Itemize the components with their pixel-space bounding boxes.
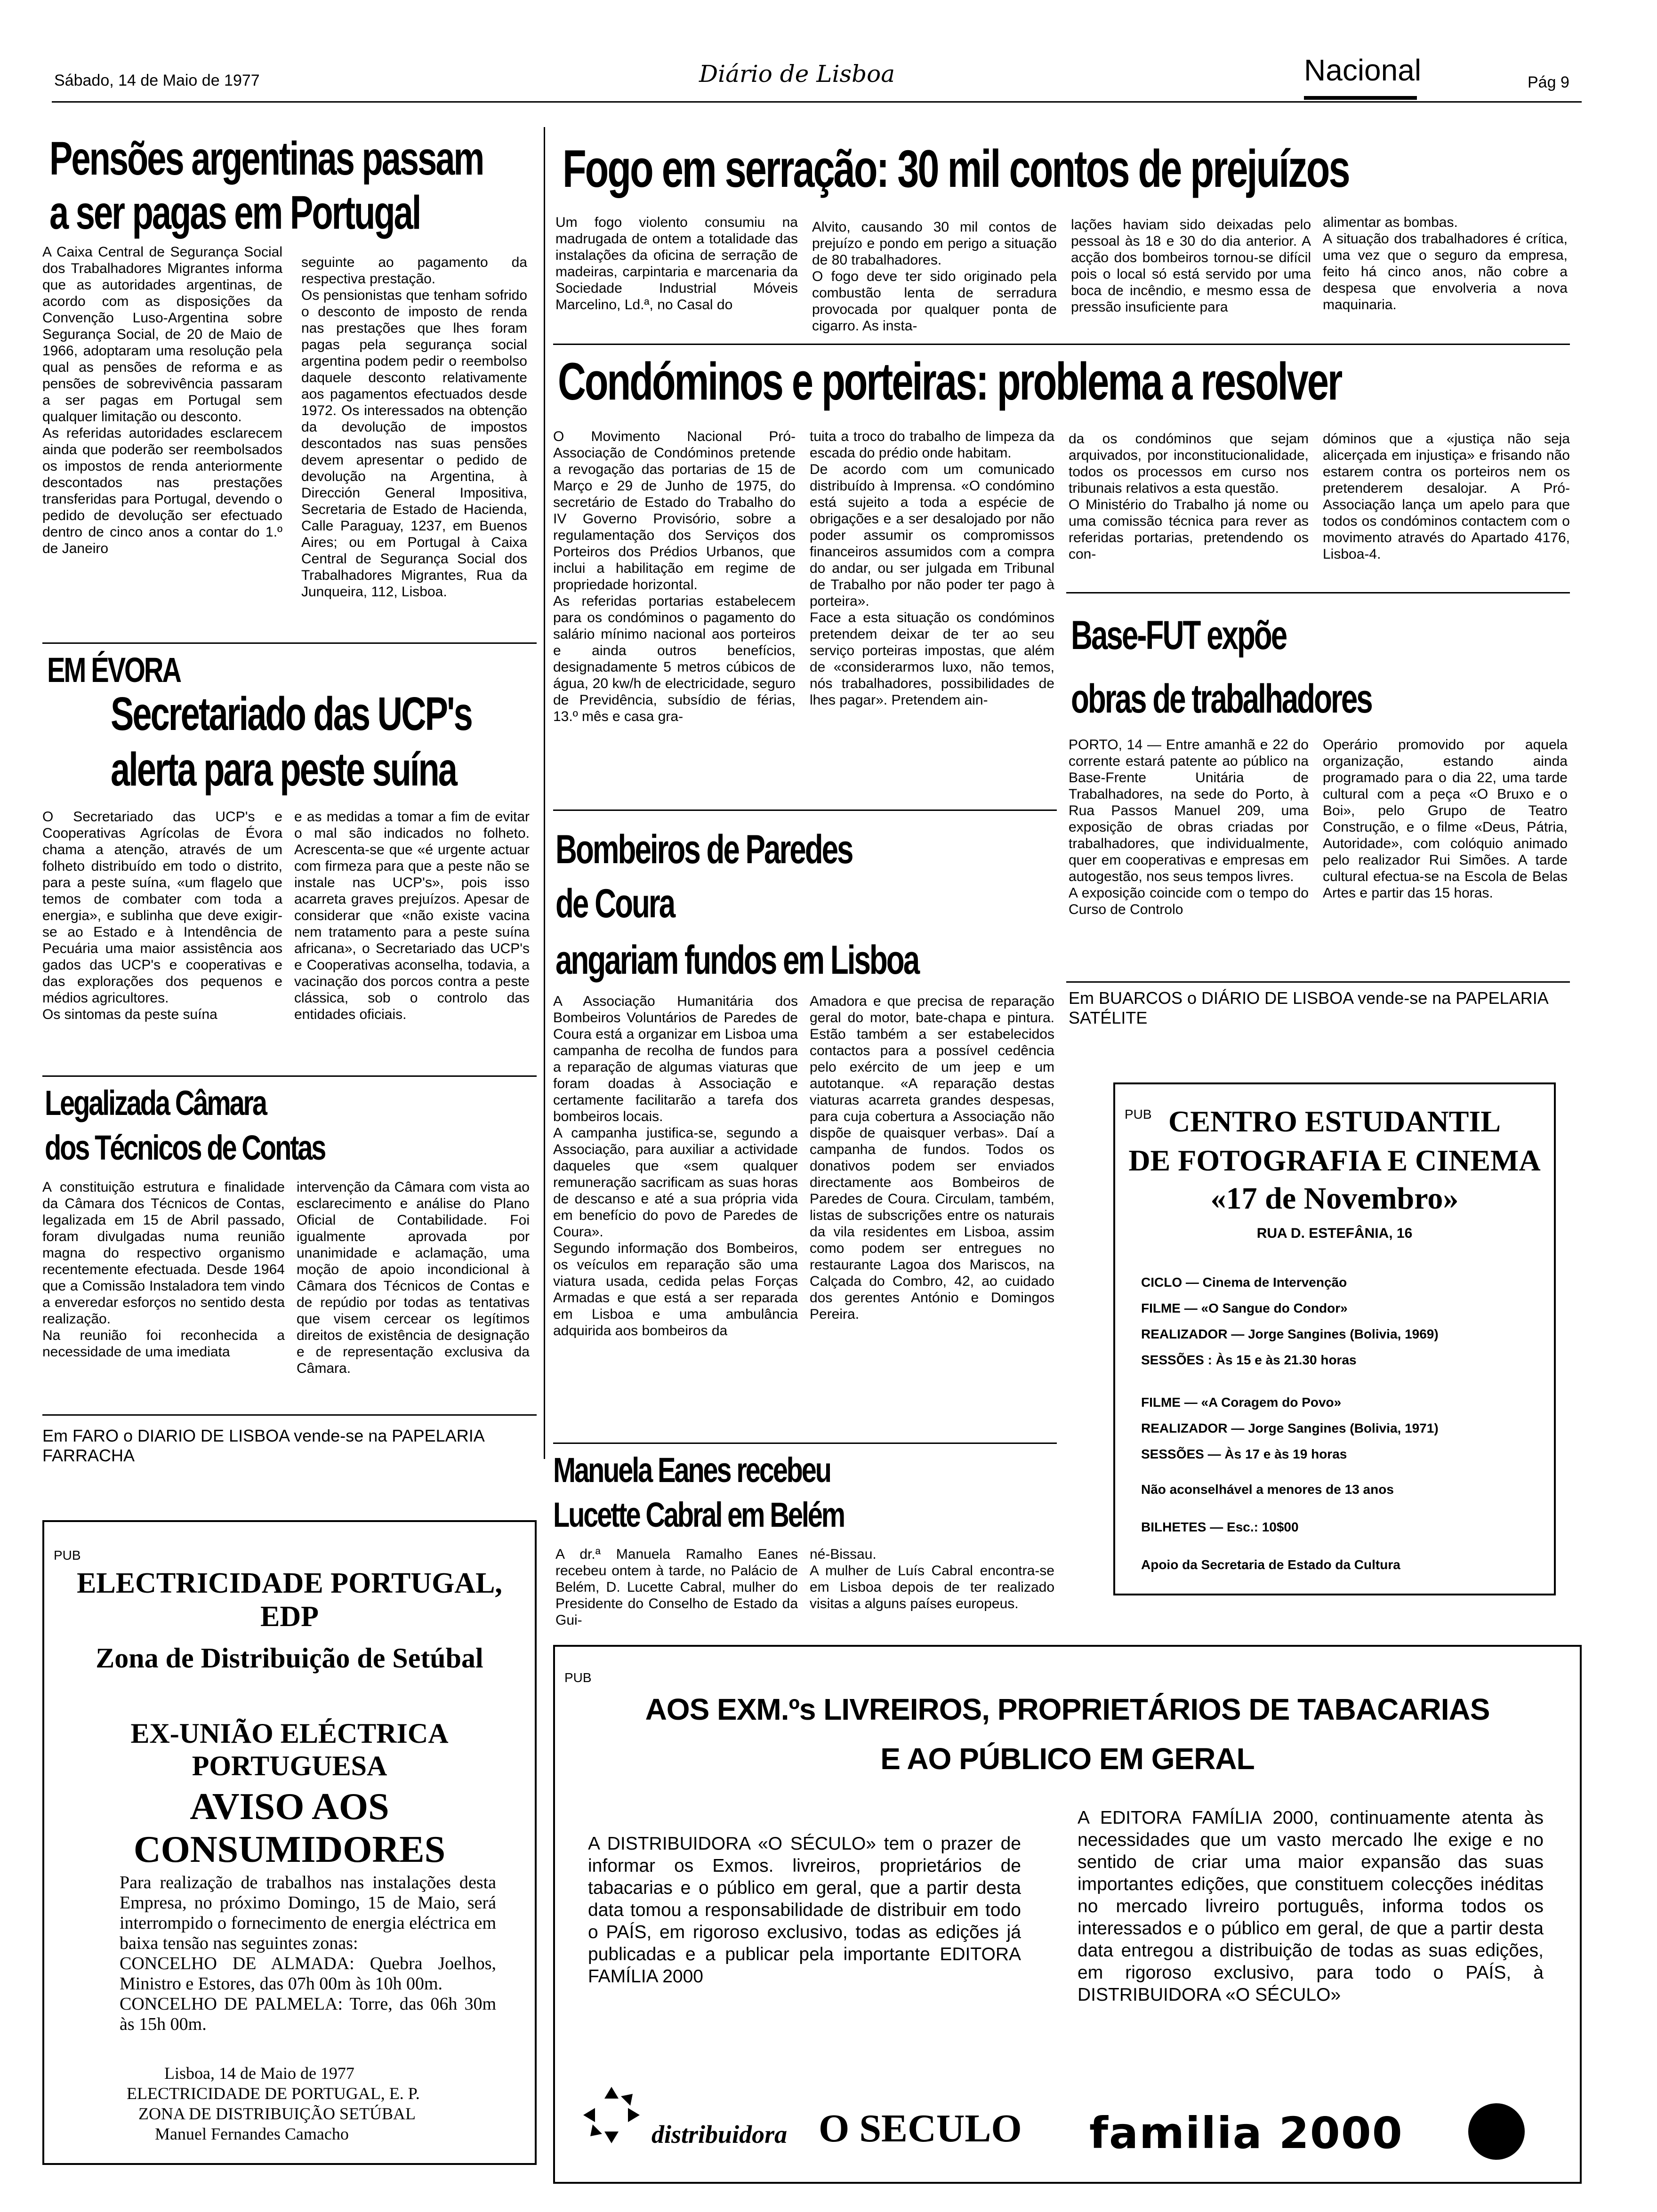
condominos-rule [1066, 592, 1570, 593]
logo-familia-2000: familia 2000 [1089, 2108, 1403, 2158]
ad-centro-line: Não aconselhável a menores de 13 anos [1141, 1482, 1394, 1497]
pensoes-column-1: A Caixa Central de Segurança Social dos Trabalhadores Migrantes informa que as autoridades argentinas, de acordo com as disposições da Convenção Luso-Argentina sobre Segurança Social, de 20 de Maio de 1966, adoptaram uma resolução pela qual as pensões de reforma e as pensões de sobrevivência passaram a ser pagas em Portugal sem qualquer limitação ou desconto. As referidas autoridades esclarecem ainda que poderão ser reembolsados os impostos de renda anteriormente descontados nas prestações transferidas para Portugal, devendo o pedido de devolução ser efectuado dentro de cinco anos a contar do 1.º de Janeiro [42, 244, 282, 556]
fogo-column-1: Um fogo violento consumiu na madrugada de ontem a totalidade das instalações da oficina de serração de madeiras, carpintaria e marcenaria da Sociedade Industrial Móveis Marcelino, Ld.ª, no Casal do [555, 215, 798, 313]
ad-edp-sign-zone: ZONA DE DISTRIBUIÇÃO SETÚBAL [138, 2104, 416, 2123]
condominos-column-1: O Movimento Nacional Pró-Associação de Condóminos pretende a revogação das portarias de 15 de Março e 29 de Junho de 1975, do secretário de Estado do Trabalho do IV Governo Provisório, sobre a regulamentação dos Serviços dos Porteiros dos Prédios Urbanos, que inclui a habilitação em regime de propriedade horizontal. As referidas portarias estabelecem para os condóminos o pagamento do salário mínimo nacional aos porteiros e ainda outros benefícios, designadamente 5 metros cúbicos de água, 20 kw/h de electricidade, seguro de Previdência, subsídio de férias, 13.º mês e casa gra- [553, 429, 796, 724]
manuela-headline-2: Lucette Cabral em Belém [553, 1495, 844, 1534]
condominos-column-4: dóminos que a «justiça não seja alicerçada em injustiça» e frisando não estarem contra os porteiros nem os pretenderem desalojar. A Pró-Associação lança um apelo para que todos os condóminos contactem com o movimento através do Apartado 4176, Lisboa-4. [1323, 431, 1570, 562]
manuela-top-rule [553, 1443, 1057, 1444]
ad-edp-sign-name: Manuel Fernandes Camacho [155, 2124, 349, 2143]
ad-centro-line: FILME — «A Coragem do Povo» [1141, 1395, 1342, 1410]
fogo-headline: Fogo em serração: 30 mil contos de prejuízos [563, 139, 1349, 198]
ad-centro-address: RUA D. ESTEFÂNIA, 16 [1256, 1226, 1413, 1241]
header-rule [52, 101, 1582, 103]
evora-column-2: e as medidas a tomar a fim de evitar o mal são indicados no folheto. Acrescenta-se que «é urgente actuar com firmeza para que a peste não se instale nas UCP's», pois isso acarreta graves prejuízos. Apesar de considerar que «não existe vacina nem tratamento para a peste suína africana», o Secretariado das UCP's e Cooperativas aconselha, todavia, a vacinação dos porcos contra a peste clássica, sob o controlo das entidades oficiais. [294, 809, 530, 1022]
legalizada-rule [42, 1414, 537, 1416]
legalizada-headline-2: dos Técnicos de Contas [45, 1128, 325, 1167]
page-number: Pág 9 [1528, 73, 1569, 91]
ad-livreiros-title-1: AOS EXM.ºs LIVREIROS, PROPRIETÁRIOS DE TABACARIAS [645, 1692, 1490, 1726]
ad-centro-line: REALIZADOR — Jorge Sangines (Bolivia, 1971) [1141, 1421, 1439, 1435]
ad-edp-title-2: Zona de Distribuição de Setúbal [96, 1643, 483, 1674]
basefut-headline-1: Base-FUT expõe [1071, 613, 1287, 658]
manuela-column-1: A dr.ª Manuela Ramalho Eanes recebeu ontem à tarde, no Palácio de Belém, D. Lucette Cabral, mulher do Presidente do Conselho de Estado da Gui- [555, 1547, 798, 1628]
section-name: Nacional [1304, 53, 1422, 87]
ad-edp-title-4: AVISO AOS CONSUMIDORES [133, 1786, 446, 1870]
pensoes-headline-1: Pensões argentinas passam [49, 132, 483, 185]
evora-column-1: O Secretariado das UCP's e Cooperativas Agrícolas de Évora chama a atenção, através de um folheto distribuído em todo o distrito, para a peste suína, «um flagelo que temos de combater com toda a energia», e sublinha que deve exigir-se ao Estado e à Intendência de Pecuária uma maior assistência aos gados das UCP's e cooperativas e das explorações dos pequenos e médios agricultores. Os sintomas da peste suína [42, 809, 282, 1022]
ad-centro-line: FILME — «O Sangue do Condor» [1141, 1301, 1348, 1315]
distribuidora-arrows-icon [579, 2082, 644, 2148]
condominos-headline: Condóminos e porteiras: problema a resolver [558, 352, 1342, 411]
ad-centro-title-2: DE FOTOGRAFIA E CINEMA [1128, 1144, 1541, 1177]
manuela-column-2: né-Bissau. A mulher de Luís Cabral encontra-se em Lisboa depois de ter realizado visitas a alguns países europeus. [810, 1547, 1054, 1611]
basefut-rule [1066, 981, 1570, 983]
evora-headline-1: Secretariado das UCP's [111, 688, 472, 740]
bombeiros-top-rule [553, 809, 1057, 811]
evora-top-rule [42, 642, 537, 644]
ad-edp [42, 1520, 537, 2165]
faro-notice: Em FARO o DIARIO DE LISBOA vende-se na PAPELARIA FARRACHA [42, 1426, 484, 1465]
fogo-column-3: lações haviam sido deixadas pelo pessoal às 18 e 30 do dia anterior. A acção dos bombeiros tornou-se difícil pois o local só está servido por uma boca de incêndio, e mesmo essa de pressão insuficiente para [1071, 217, 1311, 315]
basefut-column-2: Operário promovido por aquela organização, estando ainda programado para o dia 22, uma tarde cultural com a peça «O Bruxo e o Boi», pelo Grupo de Teatro Construção, e o filme «Deus, Pátria, Autoridade», com colóquio animado pelo realizador Rui Simões. A tarde cultural efectua-se na Escola de Belas Artes e partir das 15 horas. [1323, 737, 1568, 901]
ad-centro-line: REALIZADOR — Jorge Sangines (Bolivia, 1969) [1141, 1327, 1439, 1341]
familia-ball-icon [1468, 2103, 1525, 2160]
manuela-headline-1: Manuela Eanes recebeu [553, 1451, 830, 1490]
fogo-column-4: alimentar as bombas. A situação dos trabalhadores é crítica, uma vez que o seguro da empresa, feito há cinco anos, não cobre a despesa que envolveria a nova maquinaria. [1323, 215, 1568, 313]
legalizada-headline-1: Legalizada Câmara [45, 1083, 266, 1122]
evora-kicker: EM ÉVORA [47, 650, 180, 689]
ad-edp-sign-date: Lisboa, 14 de Maio de 1977 [164, 2064, 354, 2083]
ad-centro-line: SESSÕES — Às 17 e às 19 horas [1141, 1447, 1347, 1461]
ad-livreiros-right-text: A EDITORA FAMÍLIA 2000, continuamente atenta às necessidades que um vasto mercado lhe exige e no sentido de criar uma maior expansão das suas importantes edições, que constituem colecções inéditas no mercado livreiro português, informa todos os interessados e o público em geral, de que a partir desta data entregou a distribuição de todas as suas edições, em rigoroso exclusivo, para todo o PAÍS, à DISTRIBUIDORA «O SÉCULO» [1078, 1808, 1544, 2005]
ad-livreiros-left-text: A DISTRIBUIDORA «O SÉCULO» tem o prazer de informar os Exmos. livreiros, proprietários de tabacarias e o público em geral, que a partir desta data tomou a responsabilidade de distribuir em todo o PAÍS, em rigoroso exclusivo, todas as edições já publicadas e a publicar pela importante EDITORA FAMÍLIA 2000 [588, 1834, 1021, 1987]
pensoes-headline-2: a ser pagas em Portugal [49, 186, 420, 239]
bombeiros-column-1: A Associação Humanitária dos Bombeiros Voluntários de Paredes de Coura está a organizar em Lisboa uma campanha de recolha de fundos para a reparação de algumas viaturas que foram doadas à Associação e certamente facilitarão a tarefa dos bombeiros locais. A campanha justifica-se, segundo a Associação, para auxiliar a actividade daqueles que «sem qualquer remuneração sacrificam as suas horas de descanso e até a sua própria vida em benefício do povo de Paredes de Coura». Segundo informação dos Bombeiros, os veículos em reparação são uma viatura usada, cedida pelas Forças Armadas e que está a ser reparada em Lisboa e uma ambulância adquirida aos bombeiros da [553, 994, 798, 1338]
masthead: Diário de Lisboa [699, 60, 895, 88]
legalizada-column-2: intervenção da Câmara com vista ao esclarecimento e análise do Plano Oficial de Contabilidade. Foi igualmente aprovada por unanimidade e aclamação, uma moção de apoio incondicional à Câmara dos Técnicos de Contas e de repúdio por todas as tentativas que visem cercear os legítimos direitos de existência de designação e de representação exclusiva da Câmara. [297, 1179, 530, 1376]
ad-livreiros-pub-label: PUB [564, 1670, 592, 1685]
bombeiros-headline-3: angariam fundos em Lisboa [555, 938, 919, 983]
ad-centro-title-3: «17 de Novembro» [1210, 1181, 1459, 1216]
evora-headline-2: alerta para peste suína [111, 743, 456, 796]
ad-edp-pub-label: PUB [54, 1548, 81, 1563]
ad-centro-pub-label: PUB [1125, 1107, 1152, 1122]
ad-centro-line: Apoio da Secretaria de Estado da Cultura [1141, 1557, 1400, 1572]
condominos-column-3: da os condóminos que sejam arquivados, por inconstitucionalidade, todos os processos em curso nos tribunais relativos a esta questão. O Ministério do Trabalho já nome ou uma comissão técnica para rever as referidas portarias, pretendendo os con- [1069, 431, 1309, 562]
ad-centro-estudantil [1113, 1082, 1556, 1595]
evora-bottom-rule [42, 1075, 537, 1077]
ad-edp-title-1: ELECTRICIDADE PORTUGAL, EDP [77, 1567, 502, 1633]
section-underline [1304, 96, 1417, 100]
ad-centro-line: SESSÕES : Às 15 e às 21.30 horas [1141, 1353, 1357, 1367]
ad-edp-sign-company: ELECTRICIDADE DE PORTUGAL, E. P. [127, 2084, 420, 2103]
fogo-rule [553, 344, 1570, 345]
ad-livreiros [553, 1645, 1582, 2184]
buarcos-notice: Em BUARCOS o DIÁRIO DE LISBOA vende-se na PAPELARIA SATÉLITE [1069, 988, 1548, 1027]
basefut-headline-2: obras de trabalhadores [1071, 676, 1372, 721]
issue-date: Sábado, 14 de Maio de 1977 [54, 72, 260, 89]
ad-livreiros-title-2: E AO PÚBLICO EM GERAL [880, 1742, 1255, 1776]
logo-o-seculo: O SECULO [819, 2107, 1022, 2150]
ad-centro-line: CICLO — Cinema de Intervenção [1141, 1275, 1347, 1290]
fogo-column-2: Alvito, causando 30 mil contos de prejuízo e pondo em perigo a situação de 80 trabalhadores. O fogo deve ter sido originado pela combustão lenta de serradura provocada por qualquer ponta de cigarro. As insta- [812, 219, 1057, 334]
pensoes-column-2: seguinte ao pagamento da respectiva prestação. Os pensionistas que tenham sofrido o desconto de imposto de renda nas prestações que lhes foram pagas pela segurança social argentina podem pedir o reembolso daquele desconto relativamente aos pagamentos efectuados desde 1972. Os interessados na obtenção da devolução de impostos descontados nas suas pensões devem apresentar o pedido de devolução na Argentina, à Dirección General Impositiva, Secretaria de Estado de Hacienda, Calle Paraguay, 1237, em Buenos Aires; ou em Portugal à Caixa Central de Segurança Social dos Trabalhadores Migrantes, Rua da Junqueira, 112, Lisboa. [301, 255, 527, 600]
column-divider [544, 127, 545, 1459]
bombeiros-column-2: Amadora e que precisa de reparação geral do motor, bate-chapa e pintura. Estão também a ser estabelecidos contactos para a possível cedência pelo exército de um jeep e um autotanque. «A reparação destas viaturas acarreta grandes despesas, para cuja cobertura a Associação não dispõe de quaisquer verbas». Daí a campanha de fundos. Todos os donativos podem ser enviados directamente aos Bombeiros de Paredes de Coura. Circulam, também, listas de subscrições entre os naturais da vila residentes em Lisboa, assim como podem ser entregues no restaurante Lagoa dos Mariscos, na Calçada do Combro, 42, ao cuidado dos gerentes António e Domingos Pereira. [810, 994, 1054, 1322]
bombeiros-headline-2: de Coura [555, 881, 675, 926]
legalizada-column-1: A constituição estrutura e finalidade da Câmara dos Técnicos de Contas, legalizada em 15 de Abril passado, foram divulgadas numa reunião magna do respectivo organismo recentemente efectuada. Desde 1964 que a Comissão Instaladora tem vindo a enveredar esforços no sentido desta realização. Na reunião foi reconhecida a necessidade de uma imediata [42, 1179, 285, 1360]
ad-centro-line: BILHETES — Esc.: 10$00 [1141, 1520, 1299, 1534]
ad-edp-body: Para realização de trabalhos nas instalações desta Empresa, no próximo Domingo, 15 de Maio, será interrompido o fornecimento de energia eléctrica em baixa tensão nas seguintes zonas: CONCELHO DE ALMADA: Quebra Joelhos, Ministro e Estores, das 07h 00m às 10h 00m. CONCELHO DE PALMELA: Torre, das 06h 30m às 15h 00m. [120, 1873, 496, 2034]
basefut-column-1: PORTO, 14 — Entre amanhã e 22 do corrente estará patente ao público na Base-Frente Unitária de Trabalhadores, na sede do Porto, à Rua Passos Manuel 209, uma exposição de obras criadas por trabalhadores, que individualmente, quer em cooperativas e empresas em autogestão, nos seus tempos livres. A exposição coincide com o tempo do Curso de Controlo [1069, 737, 1309, 917]
logo-distribuidora: distribuidora [652, 2120, 788, 2148]
bombeiros-headline-1: Bombeiros de Paredes [555, 827, 853, 872]
condominos-column-2: tuita a troco do trabalho de limpeza da escada do prédio onde habitam. De acordo com um comunicado distribuído à Imprensa. «O condómino está sujeito a toda a espécie de obrigações e a ser desalojado por não poder assumir os compromissos financeiros assumidos com a compra do andar, ou ser julgada em Tribunal de Trabalho por não poder ter pago à porteira». Face a esta situação os condóminos pretendem deixar de ter ao seu serviço porteiras impostas, que além de «considerarmos luxo, não temos, nós trabalhadores, possibilidades de lhes pagar». Pretendem ain- [810, 429, 1054, 708]
ad-centro-title-1: CENTRO ESTUDANTIL [1168, 1105, 1501, 1138]
ad-edp-title-3: EX-UNIÃO ELÉCTRICA PORTUGUESA [130, 1718, 449, 1781]
